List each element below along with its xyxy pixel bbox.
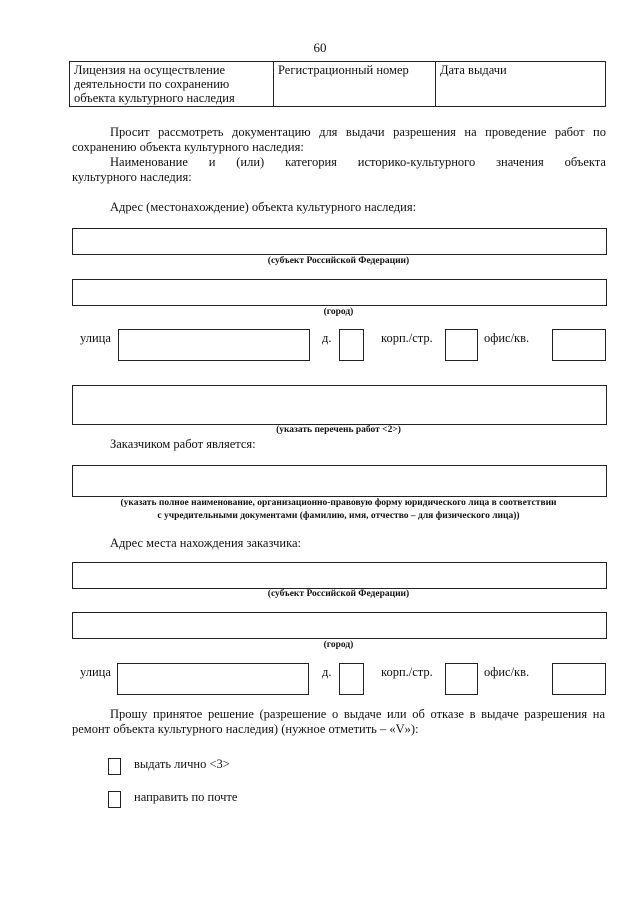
- object-city-field[interactable]: [72, 279, 607, 306]
- name-category-line-2: культурного наследия:: [72, 170, 192, 184]
- customer-label: Заказчиком работ является:: [110, 437, 256, 451]
- customer-house-field[interactable]: [339, 663, 364, 695]
- object-street-field[interactable]: [118, 329, 310, 361]
- city-caption: (город): [323, 307, 354, 317]
- customer-region-field[interactable]: [72, 562, 607, 589]
- word: объекта: [564, 155, 606, 169]
- office-label: офис/кв.: [484, 331, 530, 345]
- name-category-line: [110, 155, 606, 170]
- region-caption: (субъект Российской Федерации): [267, 589, 410, 599]
- works-caption: (указать перечень работ <2>): [276, 425, 401, 435]
- decision-paragraph: Прошу принятое решение (разрешение о выдаче или об отказе в выдаче разрешения на ремонт объекта культурного наследия) (нужное отметить – «V»):: [72, 707, 605, 736]
- object-address-label: Адрес (местонахождение) объекта культурного наследия:: [110, 200, 417, 214]
- street-label: улица: [80, 331, 111, 345]
- building-label: корп./стр.: [381, 331, 433, 345]
- customer-name-field[interactable]: [72, 465, 607, 497]
- house-label: д.: [322, 665, 332, 679]
- customer-caption-1: (указать полное наименование, организационно-правовую форму юридического лица в соответствии: [120, 498, 557, 508]
- word: историко-культурного: [357, 155, 476, 169]
- page-number: 60: [313, 40, 327, 55]
- customer-caption-2: с учредительными документами (фамилию, имя, отчество – для физического лица)): [157, 511, 520, 521]
- license-table: [69, 61, 606, 107]
- option-in-person-label: выдать лично <3>: [134, 757, 230, 771]
- object-office-field[interactable]: [552, 329, 606, 361]
- request-paragraph: Просит рассмотреть документацию для выдачи разрешения на проведение работ по сохранению объекта культурного наследия:: [72, 125, 606, 154]
- object-house-field[interactable]: [339, 329, 364, 361]
- registration-number-cell: Регистрационный номер: [274, 62, 436, 107]
- works-list-field[interactable]: [72, 385, 607, 425]
- customer-office-field[interactable]: [552, 663, 606, 695]
- street-label: улица: [80, 665, 111, 679]
- building-label: корп./стр.: [381, 665, 433, 679]
- word: (или): [236, 155, 265, 169]
- object-building-field[interactable]: [445, 329, 478, 361]
- house-label: д.: [322, 331, 332, 345]
- license-cell: Лицензия на осуществление деятельности по сохранению объекта культурного наследия: [70, 62, 274, 107]
- customer-building-field[interactable]: [445, 663, 478, 695]
- option-by-mail-checkbox[interactable]: [108, 791, 121, 808]
- option-by-mail-label: направить по почте: [134, 790, 238, 804]
- region-caption: (субъект Российской Федерации): [267, 256, 410, 266]
- customer-street-field[interactable]: [117, 663, 309, 695]
- word: значения: [496, 155, 544, 169]
- office-label: офис/кв.: [484, 665, 530, 679]
- customer-address-label: Адрес места нахождения заказчика:: [110, 536, 302, 550]
- word: и: [208, 155, 216, 169]
- customer-city-field[interactable]: [72, 612, 607, 639]
- object-region-field[interactable]: [72, 228, 607, 255]
- word: категория: [285, 155, 337, 169]
- word: Наименование: [110, 155, 188, 169]
- option-in-person-checkbox[interactable]: [108, 758, 121, 775]
- city-caption: (город): [323, 640, 354, 650]
- issue-date-cell: Дата выдачи: [436, 62, 606, 107]
